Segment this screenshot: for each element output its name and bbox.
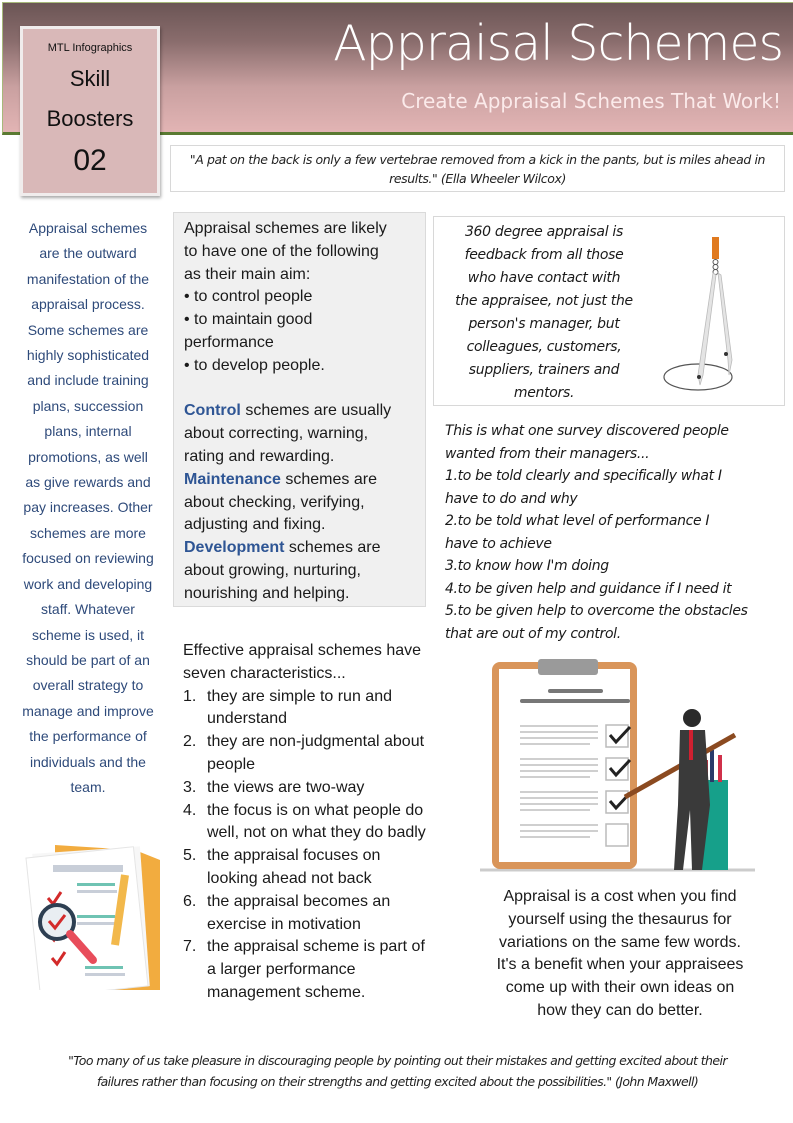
top-quote [170, 145, 785, 192]
left-line: manifestation of the [26, 270, 150, 287]
compass-icon [662, 235, 742, 400]
survey-line: that are out of my control. [445, 625, 621, 642]
left-line: are the outward [39, 245, 137, 262]
left-line: highly sophisticated [26, 347, 150, 364]
item-text: looking ahead not back [207, 869, 372, 887]
left-line: overall strategy to [32, 677, 144, 694]
left-line: and include training [27, 372, 149, 389]
scheme-type-text: schemes are [280, 470, 377, 488]
aims-box [173, 212, 426, 607]
survey-line: have to do and why [445, 490, 578, 507]
item-number: 6. [183, 892, 197, 910]
box-360-appraisal [433, 216, 785, 406]
list-item [183, 777, 453, 800]
item-text: they are simple to run and [207, 687, 392, 705]
badge-line-2: Boosters [46, 106, 134, 131]
bottom-quote-line: "Too many of us take pleasure in discouraging people by pointing out their mistakes and getting excited about their [68, 1053, 727, 1068]
survey-line: wanted from their managers... [445, 445, 650, 462]
item-text: understand [207, 710, 288, 728]
cost-line: variations on the same few words. [499, 933, 741, 951]
item-number: 3. [183, 778, 197, 796]
item-number: 5. [183, 847, 197, 865]
list-item [183, 845, 453, 891]
scheme-type-text: about correcting, warning, [184, 425, 369, 443]
aims-intro-line: to have one of the following [184, 242, 379, 260]
characteristics-intro: Effective appraisal schemes have [183, 642, 422, 659]
item-text: management scheme. [207, 983, 366, 1001]
bottom-quote [25, 1050, 770, 1092]
cost-line: yourself using the thesaurus for [508, 910, 732, 928]
left-line: should be part of an [26, 651, 150, 668]
characteristics-list [183, 640, 453, 1005]
box-360-line: suppliers, trainers and [468, 362, 620, 378]
scheme-type-text: rating and rewarding. [184, 447, 335, 465]
box-360-line: who have contact with [467, 270, 621, 286]
item-number: 2. [183, 733, 197, 751]
left-column-text [10, 216, 166, 800]
scheme-type-text: about checking, verifying, [184, 493, 365, 511]
left-line: schemes are more [30, 524, 146, 541]
cost-line: come up with their own ideas on [505, 979, 735, 997]
item-text: exercise in motivation [207, 915, 361, 933]
item-text: they are non-judgmental about [207, 733, 425, 751]
aims-bullet: performance [184, 333, 274, 351]
scheme-type-text: adjusting and fixing. [184, 516, 326, 534]
scheme-type-label: Control [184, 402, 241, 420]
item-text: the appraisal scheme is part of [207, 938, 425, 956]
left-line: appraisal process. [31, 296, 145, 313]
item-number: 1. [183, 687, 197, 705]
cost-benefit-text [465, 886, 775, 1023]
aims-bullet: • to maintain good [184, 311, 313, 329]
scheme-type-text: nourishing and helping. [184, 584, 350, 602]
box-360-line: person's manager, but [468, 316, 620, 332]
box-360-line: the appraisee, not just the [455, 293, 633, 309]
item-text: the views are two-way [207, 778, 365, 796]
cost-line: Appraisal is a cost when you find [503, 888, 737, 905]
item-text: a larger performance [207, 961, 356, 979]
scheme-type-maintenance [184, 469, 415, 537]
box-360-line: feedback from all those [464, 247, 624, 263]
top-quote-line: "A pat on the back is only a few vertebrae removed from a kick in the pants, but is miles ahead in [189, 152, 766, 167]
item-text: the focus is on what people do [207, 801, 424, 819]
item-text: the appraisal becomes an [207, 892, 391, 910]
folder-review-illustration [15, 820, 165, 990]
left-line: Some schemes are [27, 321, 149, 338]
item-number: 4. [183, 801, 197, 819]
scheme-type-development [184, 537, 415, 605]
scheme-type-label: Maintenance [184, 470, 281, 488]
item-text: the appraisal focuses on [207, 847, 381, 865]
scheme-type-text: schemes are [284, 539, 381, 557]
aims-bullet: • to control people [184, 288, 313, 306]
top-quote-line: results." (Ella Wheeler Wilcox) [389, 171, 566, 186]
survey-line: 4.to be given help and guidance if I need it [445, 580, 732, 597]
survey-text [445, 420, 790, 645]
left-line: promotions, as well [28, 448, 148, 465]
list-item [183, 686, 453, 732]
page-title: Appraisal Schemes [333, 15, 783, 72]
survey-line: 3.to know how I'm doing [445, 558, 609, 574]
left-line: pay increases. Other [23, 499, 153, 516]
item-number: 7. [183, 938, 197, 956]
page-subtitle: Create Appraisal Schemes That Work! [401, 89, 781, 113]
box-360-line: mentors. [513, 385, 575, 401]
list-item [183, 731, 453, 777]
item-text: well, not on what they do badly [207, 824, 426, 842]
list-item [183, 800, 453, 846]
badge-number: 02 [73, 144, 107, 177]
survey-line: have to achieve [445, 535, 552, 552]
left-line: individuals and the [30, 753, 146, 770]
left-line: work and developing [23, 575, 153, 592]
survey-line: 5.to be given help to overcome the obstacles [445, 603, 748, 619]
item-text: people [207, 755, 256, 773]
skill-boosters-badge [20, 26, 160, 196]
box-360-line: colleagues, customers, [466, 339, 622, 355]
scheme-type-text: about growing, nurturing, [184, 561, 361, 579]
clipboard-checklist-illustration [470, 655, 770, 875]
badge-line-1: Skill [69, 66, 111, 91]
survey-line: This is what one survey discovered people [445, 423, 729, 439]
list-item [183, 936, 453, 1004]
scheme-type-label: Development [184, 539, 285, 557]
box-360-text [444, 221, 644, 405]
left-line: focused on reviewing [22, 550, 154, 567]
aims-intro-line: Appraisal schemes are likely [184, 220, 387, 237]
cost-line: It's a benefit when your appraisees [496, 956, 744, 974]
scheme-type-control [184, 400, 415, 468]
scheme-type-text: schemes are usually [240, 402, 392, 420]
left-line: scheme is used, it [31, 626, 145, 643]
survey-line: 1.to be told clearly and specifically what I [445, 468, 722, 484]
left-line: staff. Whatever [41, 601, 135, 618]
left-line: the performance of [29, 728, 147, 745]
bottom-quote-line: failures rather than focusing on their strengths and getting excited about the possibilities." (John Maxwell) [96, 1074, 699, 1089]
left-line: manage and improve [22, 702, 154, 719]
characteristics-intro: seven characteristics... [183, 664, 346, 682]
left-line: plans, internal [44, 423, 132, 440]
left-line: team. [70, 778, 106, 795]
list-item [183, 891, 453, 937]
aims-bullet: • to develop people. [184, 356, 325, 374]
box-360-line: 360 degree appraisal is [464, 224, 624, 240]
badge-org: MTL Infographics [47, 42, 133, 54]
cost-line: how they can do better. [537, 1001, 703, 1019]
left-line: Appraisal schemes [28, 220, 148, 236]
survey-line: 2.to be told what level of performance I [445, 513, 710, 529]
left-line: as give rewards and [25, 474, 151, 491]
left-line: plans, succession [32, 397, 144, 414]
aims-intro-line: as their main aim: [184, 265, 311, 283]
